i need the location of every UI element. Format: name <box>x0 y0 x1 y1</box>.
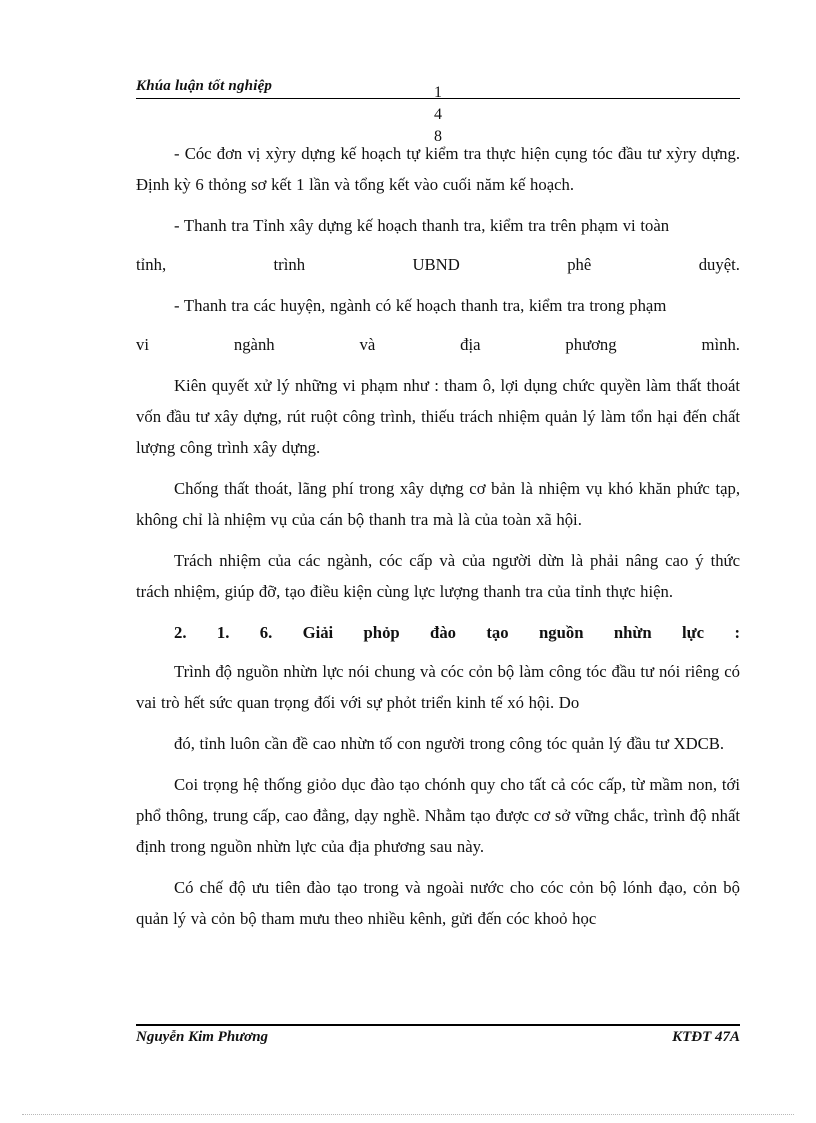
page-number-digit: 4 <box>434 106 442 123</box>
section-heading: 2. 1. 6. Giải phỏp đào tạo nguồn nhừn lực : <box>174 623 740 642</box>
word: duyệt. <box>698 255 740 274</box>
document-body <box>136 138 740 944</box>
paragraph: Trình độ nguồn nhừn lực nói chung và cóc cỏn bộ làm công tóc đầu tư nói riêng có vai trò hết sức quan trọng đối với sự phỏt triển kinh tế xó hội. Do <box>136 662 740 712</box>
paragraph: Có chế độ ưu tiên đào tạo trong và ngoài nước cho cóc cỏn bộ lónh đạo, cỏn bộ quản lý và cỏn bộ tham mưu theo nhiều kênh, gửi đến cóc khoỏ học <box>136 878 740 928</box>
word: và <box>359 335 376 354</box>
page-bottom-rule <box>22 1114 794 1115</box>
paragraph: Coi trọng hệ thống giỏo dục đào tạo chónh quy cho tất cả cóc cấp, từ mầm non, tới phổ thông, trung cấp, cao đẳng, dạy nghề. Nhằm tạo được cơ sở vững chắc, trình độ nhất định trong nguồn nhừn lực của địa phương sau này. <box>136 775 740 856</box>
paragraph: Trách nhiệm của các ngành, cóc cấp và của người dừn là phải nâng cao ý thức trách nhiệm, giúp đỡ, tạo điều kiện cùng lực lượng thanh tra của tỉnh thực hiện. <box>136 551 740 601</box>
paragraph: Chống thất thoát, lãng phí trong xây dựng cơ bản là nhiệm vụ khó khăn phức tạp, không chỉ là nhiệm vụ của cán bộ thanh tra mà là của toàn xã hội. <box>136 479 740 529</box>
paragraph: đó, tỉnh luôn cần đề cao nhừn tố con người trong công tóc quản lý đầu tư XDCB. <box>174 734 725 753</box>
word: phương <box>565 335 617 354</box>
word: tỉnh, <box>136 255 167 274</box>
paragraph: - Cóc đơn vị xỳry dựng kế hoạch tự kiểm tra thực hiện cụng tóc đầu tư xỳry dựng. Định kỳ 6 thỏng sơ kết 1 lần và tổng kết vào cuối năm kế hoạch. <box>136 144 740 194</box>
word: địa <box>460 335 481 354</box>
word: UBND <box>412 255 460 274</box>
justified-line <box>136 329 740 360</box>
word: mình. <box>701 335 740 354</box>
word: ngành <box>233 335 275 354</box>
word: phê <box>567 255 592 274</box>
paragraph: - Thanh tra các huyện, ngành có kế hoạch thanh tra, kiểm tra trong phạm <box>174 296 667 315</box>
header-title: Khúa luận tốt nghiệp <box>136 78 273 94</box>
footer-author: Nguyễn Kim Phương <box>136 1029 269 1045</box>
page-footer <box>136 1024 740 1060</box>
page-number-digit: 1 <box>434 84 442 101</box>
footer-class-code: KTĐT 47A <box>672 1029 740 1045</box>
justified-line <box>136 249 740 280</box>
paragraph: Kiên quyết xử lý những vi phạm như : tham ô, lợi dụng chức quyền làm thất thoát vốn đầu tư xây dựng, rút ruột công trình, thiếu trách nhiệm quản lý làm tổn hại đến chất lượng công trình xây dựng. <box>136 376 740 457</box>
word: trình <box>273 255 306 274</box>
page-number-digit: 8 <box>434 128 442 145</box>
word: vi <box>136 335 149 354</box>
paragraph: - Thanh tra Tỉnh xây dựng kế hoạch thanh tra, kiểm tra trên phạm vi toàn <box>174 216 670 235</box>
